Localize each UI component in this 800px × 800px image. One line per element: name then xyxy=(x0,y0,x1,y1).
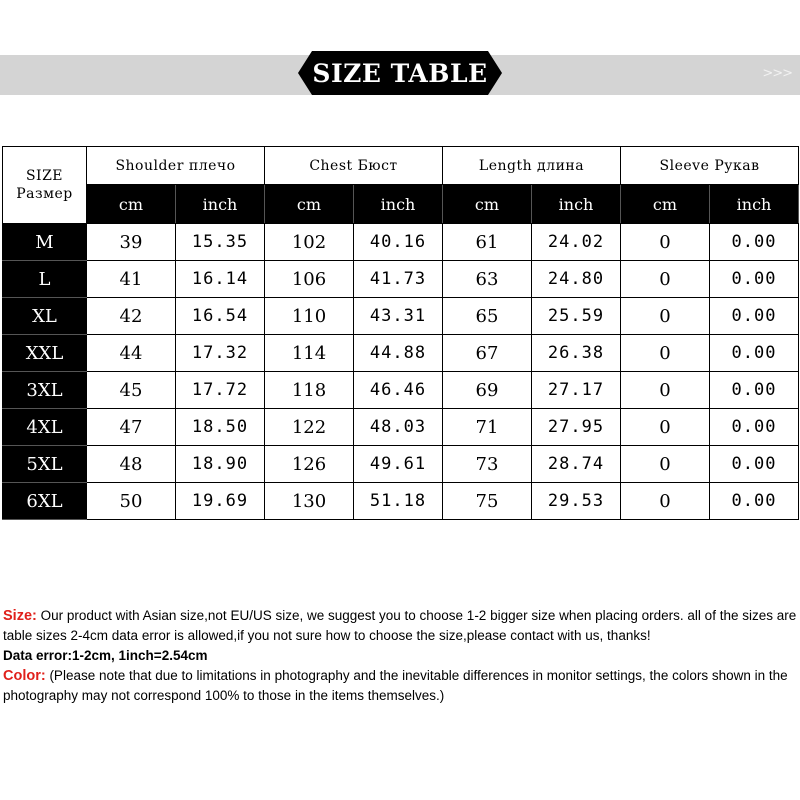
value-cell-cm: 110 xyxy=(265,298,354,335)
color-note-text: (Please note that due to limitations in photography and the inevitable differences in monitor settings, the colors shown in the photography may not correspond 100% to those in the items themselves.) xyxy=(3,668,788,703)
unit-header-cell: inch xyxy=(710,185,799,224)
value-cell-inch: 18.50 xyxy=(176,409,265,446)
value-cell-cm: 118 xyxy=(265,372,354,409)
unit-header-cell: cm xyxy=(265,185,354,224)
table-row xyxy=(3,298,799,335)
value-cell-inch: 27.17 xyxy=(532,372,621,409)
table-row xyxy=(3,409,799,446)
size-header-ru: Размер xyxy=(16,186,73,202)
unit-header-cell: inch xyxy=(176,185,265,224)
value-cell-cm: 42 xyxy=(87,298,176,335)
color-note xyxy=(3,666,798,706)
group-header-shoulder: Shoulder плечо xyxy=(87,147,265,185)
value-cell-cm: 0 xyxy=(621,483,710,520)
value-cell-inch: 27.95 xyxy=(532,409,621,446)
value-cell-cm: 39 xyxy=(87,224,176,261)
value-cell-inch: 40.16 xyxy=(354,224,443,261)
table-group-header-row xyxy=(3,147,799,185)
value-cell-inch: 16.54 xyxy=(176,298,265,335)
value-cell-inch: 48.03 xyxy=(354,409,443,446)
value-cell-inch: 24.80 xyxy=(532,261,621,298)
value-cell-inch: 51.18 xyxy=(354,483,443,520)
size-note-label: Size: xyxy=(3,608,37,624)
size-header-en: SIZE xyxy=(25,168,64,184)
size-label-cell: M xyxy=(3,224,87,261)
value-cell-inch: 18.90 xyxy=(176,446,265,483)
table-row xyxy=(3,372,799,409)
value-cell-inch: 41.73 xyxy=(354,261,443,298)
unit-header-cell: cm xyxy=(621,185,710,224)
size-label-cell: 6XL xyxy=(3,483,87,520)
value-cell-inch: 17.72 xyxy=(176,372,265,409)
table-row xyxy=(3,335,799,372)
value-cell-cm: 130 xyxy=(265,483,354,520)
value-cell-cm: 106 xyxy=(265,261,354,298)
value-cell-cm: 126 xyxy=(265,446,354,483)
group-header-chest: Chest Бюст xyxy=(265,147,443,185)
value-cell-cm: 44 xyxy=(87,335,176,372)
value-cell-inch: 46.46 xyxy=(354,372,443,409)
value-cell-inch: 0.00 xyxy=(710,483,799,520)
value-cell-cm: 45 xyxy=(87,372,176,409)
size-label-cell: 5XL xyxy=(3,446,87,483)
unit-header-cell: inch xyxy=(532,185,621,224)
value-cell-cm: 65 xyxy=(443,298,532,335)
value-cell-cm: 0 xyxy=(621,261,710,298)
value-cell-cm: 67 xyxy=(443,335,532,372)
value-cell-cm: 0 xyxy=(621,335,710,372)
banner-title: SIZE TABLE xyxy=(312,58,488,88)
value-cell-cm: 69 xyxy=(443,372,532,409)
value-cell-inch: 17.32 xyxy=(176,335,265,372)
unit-header-cell: inch xyxy=(354,185,443,224)
value-cell-cm: 63 xyxy=(443,261,532,298)
banner-arrows: >>> xyxy=(762,66,792,81)
value-cell-cm: 0 xyxy=(621,372,710,409)
size-label-cell: XL xyxy=(3,298,87,335)
table-row xyxy=(3,446,799,483)
value-cell-cm: 75 xyxy=(443,483,532,520)
value-cell-inch: 16.14 xyxy=(176,261,265,298)
value-cell-inch: 0.00 xyxy=(710,261,799,298)
notes-section xyxy=(3,606,798,706)
value-cell-inch: 0.00 xyxy=(710,372,799,409)
color-note-label: Color: xyxy=(3,668,46,684)
size-label-cell: XXL xyxy=(3,335,87,372)
value-cell-inch: 25.59 xyxy=(532,298,621,335)
group-header-sleeve: Sleeve Рукав xyxy=(621,147,799,185)
data-error-note: Data error:1-2cm, 1inch=2.54cm xyxy=(3,648,208,663)
value-cell-cm: 50 xyxy=(87,483,176,520)
value-cell-cm: 0 xyxy=(621,446,710,483)
value-cell-cm: 102 xyxy=(265,224,354,261)
size-label-cell: 4XL xyxy=(3,409,87,446)
unit-header-cell: cm xyxy=(87,185,176,224)
value-cell-inch: 44.88 xyxy=(354,335,443,372)
value-cell-inch: 49.61 xyxy=(354,446,443,483)
value-cell-inch: 19.69 xyxy=(176,483,265,520)
unit-header-cell: cm xyxy=(443,185,532,224)
value-cell-inch: 43.31 xyxy=(354,298,443,335)
value-cell-cm: 48 xyxy=(87,446,176,483)
value-cell-cm: 71 xyxy=(443,409,532,446)
value-cell-inch: 28.74 xyxy=(532,446,621,483)
value-cell-inch: 29.53 xyxy=(532,483,621,520)
table-row xyxy=(3,224,799,261)
value-cell-inch: 0.00 xyxy=(710,446,799,483)
size-header-cell xyxy=(3,147,87,224)
value-cell-inch: 0.00 xyxy=(710,224,799,261)
size-note-text: Our product with Asian size,not EU/US size, we suggest you to choose 1-2 bigger size when placing orders. all of the sizes are table sizes 2-4cm data error is allowed,if you not sure how to choose the size,please contact with us, thanks! xyxy=(3,608,797,643)
table-row xyxy=(3,483,799,520)
value-cell-inch: 15.35 xyxy=(176,224,265,261)
value-cell-cm: 47 xyxy=(87,409,176,446)
value-cell-cm: 61 xyxy=(443,224,532,261)
size-label-cell: 3XL xyxy=(3,372,87,409)
value-cell-cm: 114 xyxy=(265,335,354,372)
table-body xyxy=(3,224,799,520)
size-table xyxy=(2,146,799,520)
value-cell-inch: 0.00 xyxy=(710,298,799,335)
value-cell-inch: 0.00 xyxy=(710,335,799,372)
value-cell-cm: 41 xyxy=(87,261,176,298)
table-unit-header-row xyxy=(3,185,799,224)
value-cell-inch: 26.38 xyxy=(532,335,621,372)
value-cell-cm: 73 xyxy=(443,446,532,483)
banner-badge xyxy=(298,51,502,95)
value-cell-cm: 0 xyxy=(621,224,710,261)
value-cell-cm: 122 xyxy=(265,409,354,446)
value-cell-cm: 0 xyxy=(621,298,710,335)
size-label-cell: L xyxy=(3,261,87,298)
table-row xyxy=(3,261,799,298)
value-cell-inch: 24.02 xyxy=(532,224,621,261)
size-note xyxy=(3,606,798,646)
value-cell-inch: 0.00 xyxy=(710,409,799,446)
group-header-length: Length длина xyxy=(443,147,621,185)
value-cell-cm: 0 xyxy=(621,409,710,446)
